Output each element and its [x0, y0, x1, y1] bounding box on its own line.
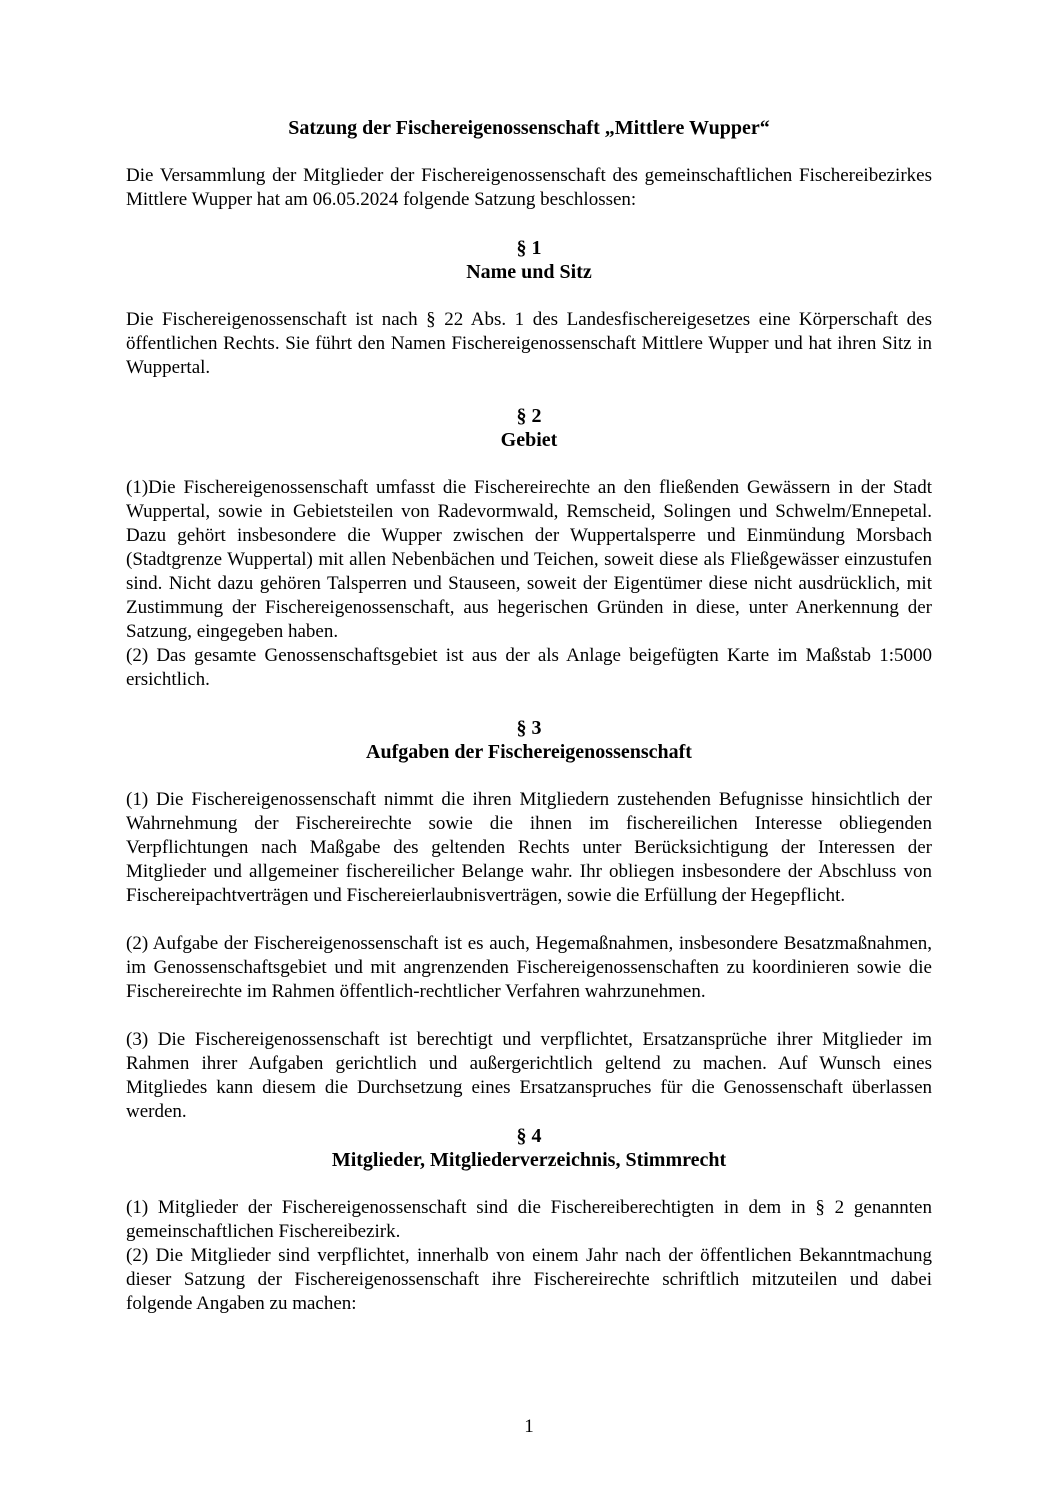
section-3-number: § 3	[516, 717, 542, 739]
section-2-paragraph-2: (2) Das gesamte Genossenschaftsgebiet ist aus der als Anlage beigefügten Karte im Maßstab 1:5000 ersichtlich.	[126, 645, 932, 690]
section-4-number: § 4	[516, 1125, 542, 1147]
section-4-paragraph-1: (1) Mitglieder der Fischereigenossenschaft sind die Fischereiberechtigten in dem in § 2 genannten gemeinschaftlichen Fischereibezirk.	[126, 1197, 932, 1242]
section-3-paragraph-1: (1) Die Fischereigenossenschaft nimmt die ihren Mitgliedern zustehenden Befugnisse hinsichtlich der Wahrnehmung der Fischereirechte sowie die ihnen im fischereilichen Interesse obliegenden Verpflichtungen nach Maßgabe des geltenden Rechts unter Berücksichtigung der Interessen der Mitglieder und allgemeiner fischereilicher Belange wahr. Ihr obliegen insbesondere der Abschluss von Fischereipachtverträgen und Fischereierlaubnisverträgen, sowie die Erfüllung der Hegepflicht.	[126, 789, 932, 906]
section-2-number: § 2	[516, 405, 542, 427]
section-4-title: Mitglieder, Mitgliederverzeichnis, Stimmrecht	[331, 1149, 727, 1171]
section-1-number: § 1	[516, 237, 542, 259]
section-1-paragraph-1: Die Fischereigenossenschaft ist nach § 22 Abs. 1 des Landesfischereigesetzes eine Körperschaft des öffentlichen Rechts. Sie führt den Namen Fischereigenossenschaft Mittlere Wupper und hat ihren Sitz in Wuppertal.	[126, 309, 932, 378]
section-3-title: Aufgaben der Fischereigenossenschaft	[366, 741, 692, 763]
section-4-paragraph-2: (2) Die Mitglieder sind verpflichtet, innerhalb von einem Jahr nach der öffentlichen Bekanntmachung dieser Satzung der Fischereigenossenschaft ihre Fischereirechte schriftlich mitzuteilen und dabei folgende Angaben zu machen:	[126, 1245, 932, 1314]
section-2-paragraph-1: (1)Die Fischereigenossenschaft umfasst die Fischereirechte an den fließenden Gewässern in der Stadt Wuppertal, sowie in Gebietsteilen von Radevormwald, Remscheid, Solingen und Schwelm/Ennepetal. Dazu gehört insbesondere die Wupper zwischen der Wuppertalsperre und Einmündung Morsbach (Stadtgrenze Wuppertal) mit allen Nebenbächen und Teichen, soweit diese als Fließgewässer einzustufen sind. Nicht dazu gehören Talsperren und Stauseen, soweit der Eigentümer diese nicht ausdrücklich, mit Zustimmung der Fischereigenossenschaft, aus hegerischen Gründen in diese, unter Anerkennung der Satzung, eingegeben haben.	[126, 477, 932, 642]
document-title: Satzung der Fischereigenossenschaft „Mittlere Wupper“	[288, 117, 770, 139]
section-3-heading	[126, 716, 932, 764]
section-4-heading	[126, 1124, 932, 1172]
section-2-title: Gebiet	[500, 429, 558, 451]
section-1-heading	[126, 236, 932, 284]
page-number: 1	[524, 1416, 534, 1437]
section-1-title: Name und Sitz	[466, 261, 592, 283]
section-3-paragraph-2: (2) Aufgabe der Fischereigenossenschaft ist es auch, Hegemaßnahmen, insbesondere Besatzmaßnahmen, im Genossenschaftsgebiet und mit angrenzenden Fischereigenossenschaften zu koordinieren sowie die Fischereirechte im Rahmen öffentlich-rechtlicher Verfahren wahrzunehmen.	[126, 933, 932, 1002]
intro-paragraph: Die Versammlung der Mitglieder der Fischereigenossenschaft des gemeinschaftlichen Fischereibezirkes Mittlere Wupper hat am 06.05.2024 folgende Satzung beschlossen:	[126, 165, 932, 210]
section-2-heading	[126, 404, 932, 452]
section-3-paragraph-3: (3) Die Fischereigenossenschaft ist berechtigt und verpflichtet, Ersatzansprüche ihrer Mitglieder im Rahmen ihrer Aufgaben gerichtlich und außergerichtlich geltend zu machen. Auf Wunsch eines Mitgliedes kann diesem die Durchsetzung eines Ersatzanspruches für die Genossenschaft überlassen werden.	[126, 1029, 932, 1122]
